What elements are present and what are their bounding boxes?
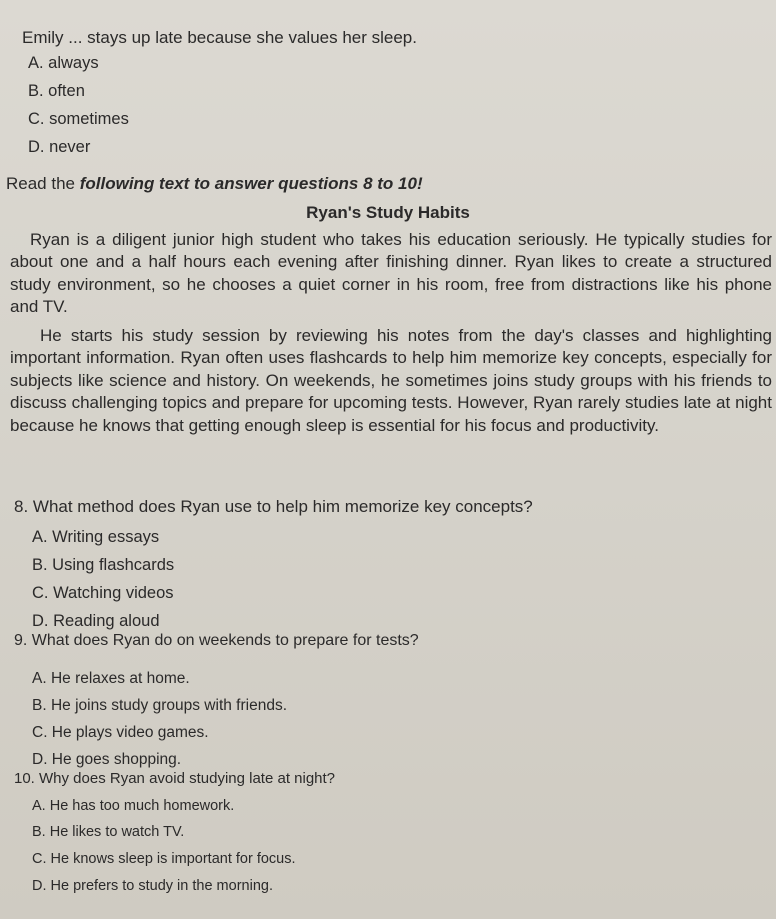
q10-option-c[interactable]: C. He knows sleep is important for focus. bbox=[32, 851, 296, 867]
q8-option-a[interactable]: A. Writing essays bbox=[32, 528, 160, 546]
instruction-bold: following text to answer questions 8 to 10! bbox=[79, 174, 423, 193]
q8-option-c[interactable]: C. Watching videos bbox=[32, 584, 174, 602]
q9-option-c[interactable]: C. He plays video games. bbox=[32, 724, 209, 741]
q7-stem: Emily ... stays up late because she values her sleep. bbox=[22, 28, 417, 47]
q10-option-d[interactable]: D. He prefers to study in the morning. bbox=[32, 878, 273, 894]
q8-option-d[interactable]: D. Reading aloud bbox=[32, 612, 160, 630]
passage-instruction bbox=[6, 174, 423, 194]
q10-option-b[interactable]: B. He likes to watch TV. bbox=[32, 824, 185, 840]
q8-option-b[interactable]: B. Using flashcards bbox=[32, 556, 175, 574]
q7-option-d[interactable]: D. never bbox=[28, 138, 91, 156]
passage-paragraph-1: Ryan is a diligent junior high student who takes his education seriously. He typically studies for about one and a half hours each evening after finishing dinner. Ryan likes to create a structured study environment, so he chooses a quiet corner in his room, free from distractions like his phone and TV. bbox=[10, 230, 772, 317]
q8-stem: 8. What method does Ryan use to help him memorize key concepts? bbox=[14, 497, 533, 516]
q9-stem: 9. What does Ryan do on weekends to prepare for tests? bbox=[14, 632, 419, 649]
q7-option-a[interactable]: A. always bbox=[28, 54, 99, 72]
q9-option-b[interactable]: B. He joins study groups with friends. bbox=[32, 697, 288, 714]
passage-paragraph-2: He starts his study session by reviewing his notes from the day's classes and highlighting important information. Ryan often uses flashcards to help him memorize key concepts, especially for subjects like science and history. On weekends, he sometimes joins study groups with his friends to discuss challenging topics and prepare for upcoming tests. However, Ryan rarely studies late at night because he knows that getting enough sleep is essential for his focus and productivity. bbox=[10, 326, 772, 435]
passage-title: Ryan's Study Habits bbox=[306, 203, 470, 222]
q7-option-b[interactable]: B. often bbox=[28, 82, 85, 100]
q10-stem: 10. Why does Ryan avoid studying late at night? bbox=[14, 770, 336, 787]
q10-option-a[interactable]: A. He has too much homework. bbox=[32, 798, 235, 814]
q7-option-c[interactable]: C. sometimes bbox=[28, 110, 129, 128]
q9-option-a[interactable]: A. He relaxes at home. bbox=[32, 670, 190, 687]
q9-option-d[interactable]: D. He goes shopping. bbox=[32, 751, 182, 768]
instruction-prefix: Read the bbox=[6, 174, 80, 193]
